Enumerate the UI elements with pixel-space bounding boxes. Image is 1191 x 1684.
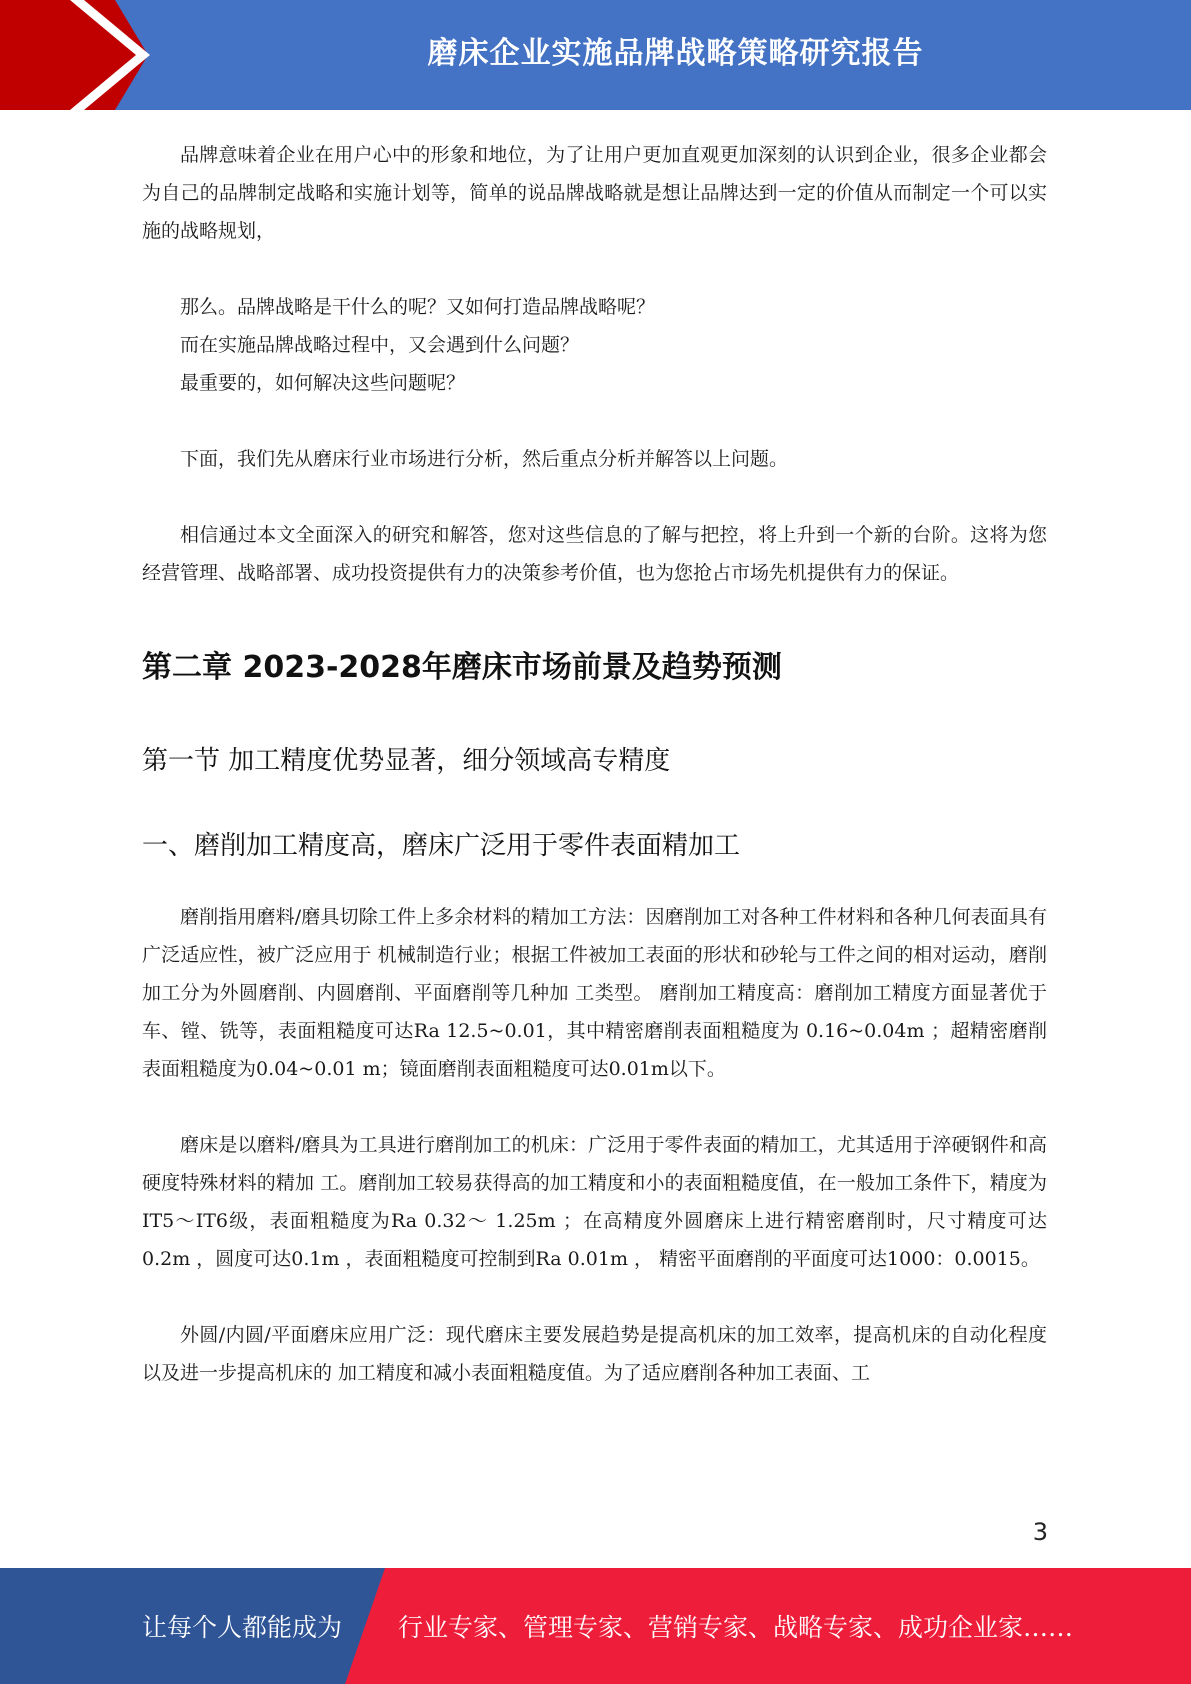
footer-banner bbox=[0, 1568, 1191, 1684]
subsection-heading: 一、磨削加工精度高，磨床广泛用于零件表面精加工 bbox=[142, 831, 741, 861]
body-paragraph-2: 磨床是以磨料/磨具为工具进行磨削加工的机床：广泛用于零件表面的精加工，尤其适用于淬硬钢件和高硬度特殊材料的精加 工。磨削加工较易获得高的加工精度和小的表面粗糙度值，在一般加工条件下，精度为IT5～IT6级，表面粗糙度为Ra 0.32～ 1.25m ；在高精度外圆磨床上进行精密磨削时，尺寸精度可达0.2m ，圆度可达0.1m ，表面粗糙度可控制到Ra 0.01m ， 精密平面磨削的平面度可达1000：0.0015。 bbox=[142, 1134, 1047, 1270]
chapter-heading: 第二章 2023-2028年磨床市场前景及趋势预测 bbox=[142, 650, 782, 685]
footer-slogan-right: 行业专家、管理专家、营销专家、战略专家、成功企业家…… bbox=[398, 1613, 1074, 1642]
page-number: 3 bbox=[1032, 1518, 1048, 1546]
intro-paragraph-3: 相信通过本文全面深入的研究和解答，您对这些信息的了解与把控，将上升到一个新的台阶。这将为您经营管理、战略部署、成功投资提供有力的决策参考价值，也为您抢占市场先机提供有力的保证。 bbox=[142, 524, 1047, 584]
intro-question-3: 最重要的，如何解决这些问题呢？ bbox=[180, 372, 466, 394]
body-paragraph-1: 磨削指用磨料/磨具切除工件上多余材料的精加工方法：因磨削加工对各种工件材料和各种几何表面具有广泛适应性，被广泛应用于 机械制造行业；根据工件被加工表面的形状和砂轮与工件之间的相对运动，磨削加工分为外圆磨削、内圆磨削、平面磨削等几种加 工类型。 磨削加工精度高：磨削加工精度方面显著优于车、镗、铣等，表面粗糙度可达Ra 12.5~0.01，其中精密磨削表面粗糙度为 0.16~0.04m ；超精密磨削表面粗糙度为0.04~0.01 m；镜面磨削表面粗糙度可达0.01m以下。 bbox=[142, 906, 1047, 1080]
intro-question-2: 而在实施品牌战略过程中，又会遇到什么问题？ bbox=[180, 334, 580, 356]
header-banner bbox=[0, 0, 1191, 110]
document-body bbox=[142, 136, 1047, 1392]
intro-question-1: 那么。品牌战略是干什么的呢？又如何打造品牌战略呢？ bbox=[180, 296, 656, 318]
section-heading: 第一节 加工精度优势显著，细分领域高专精度 bbox=[142, 746, 671, 776]
intro-paragraph-1: 品牌意味着企业在用户心中的形象和地位，为了让用户更加直观更加深刻的认识到企业，很多企业都会为自己的品牌制定战略和实施计划等，简单的说品牌战略就是想让品牌达到一定的价值从而制定一个可以实施的战略规划， bbox=[142, 144, 1047, 242]
report-title: 磨床企业实施品牌战略策略研究报告 bbox=[427, 36, 924, 71]
intro-paragraph-2: 下面，我们先从磨床行业市场进行分析，然后重点分析并解答以上问题。 bbox=[180, 448, 789, 470]
chevron-arrow-icon bbox=[0, 0, 160, 110]
body-paragraph-3: 外圆/内圆/平面磨床应用广泛：现代磨床主要发展趋势是提高机床的加工效率，提高机床的自动化程度以及进一步提高机床的 加工精度和减小表面粗糙度值。为了适应磨削各种加工表面、工 bbox=[142, 1324, 1047, 1384]
footer-slogan-left: 让每个人都能成为 bbox=[142, 1613, 343, 1642]
